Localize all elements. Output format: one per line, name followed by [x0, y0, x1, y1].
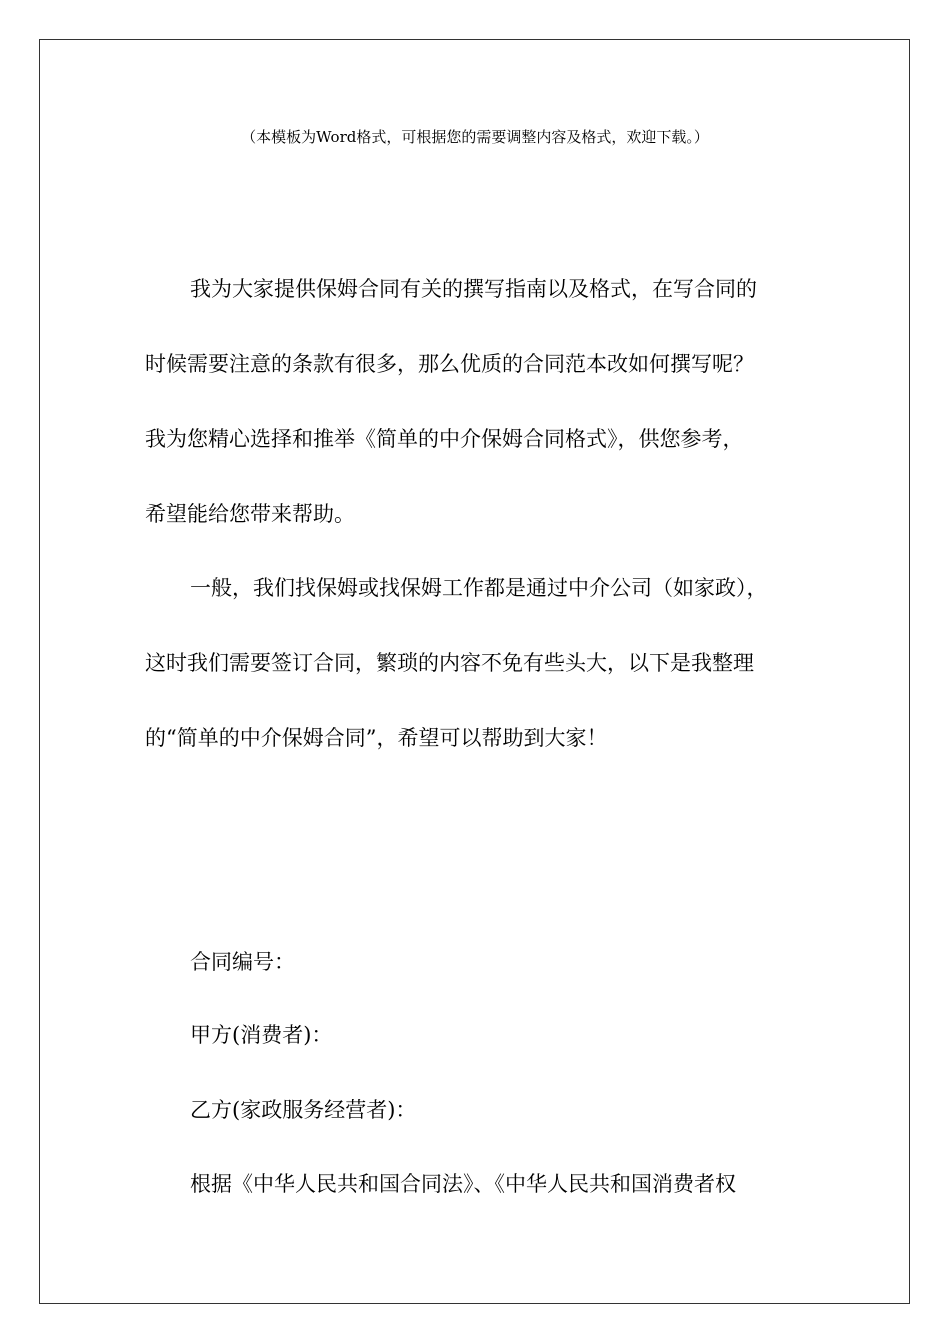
- intro-paragraph-2-line-2: 这时我们需要签订合同，繁琐的内容不免有些头大，以下是我整理: [145, 651, 754, 675]
- intro-paragraph-1-line-2: 时候需要注意的条款有很多，那么优质的合同范本改如何撰写呢？: [145, 352, 754, 376]
- party-b-label: 乙方(家政服务经营者)：: [190, 1098, 417, 1122]
- intro-paragraph-2-line-3: 的“简单的中介保姆合同”，希望可以帮助到大家！: [145, 726, 608, 750]
- contract-basis-text: 根据《中华人民共和国合同法》、《中华人民共和国消费者权: [190, 1172, 736, 1196]
- template-note: （本模板为Word格式，可根据您的需要调整内容及格式，欢迎下载。）: [241, 128, 709, 146]
- intro-paragraph-1-line-1: 我为大家提供保姆合同有关的撰写指南以及格式，在写合同的: [190, 277, 757, 301]
- intro-paragraph-1-line-4: 希望能给您带来帮助。: [145, 502, 355, 526]
- contract-number-label: 合同编号：: [190, 950, 295, 974]
- intro-paragraph-2-line-1: 一般，我们找保姆或找保姆工作都是通过中介公司（如家政），: [190, 576, 768, 600]
- intro-paragraph-1-line-3: 我为您精心选择和推举《简单的中介保姆合同格式》，供您参考，: [145, 427, 744, 451]
- party-a-label: 甲方(消费者)：: [190, 1023, 333, 1047]
